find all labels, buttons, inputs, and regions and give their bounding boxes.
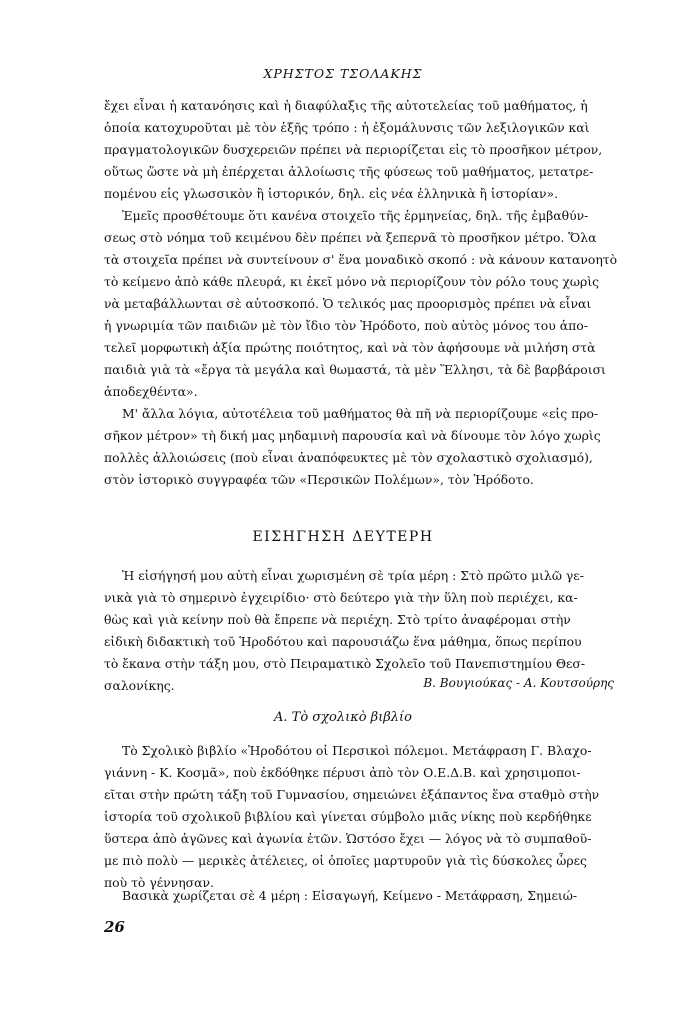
text-line: γιάννη - Κ. Κοσμᾶ», ποὺ ἐκδόθηκε πέρυσι ἀπὸ τὸν Ο.Ε.Δ.Β. καὶ χρησιμοποι- <box>104 765 581 780</box>
text-line: εἰδικὴ διδακτικὴ τοῦ Ἡροδότου καὶ παρουσιάζω ἕνα μάθημα, ὅπως περίπου <box>104 634 582 649</box>
text-line: νὰ μεταβάλλωνται σὲ αὐτοσκοπό. Ὁ τελικός μας προορισμὸς πρέπει νὰ εἶναι <box>104 296 592 311</box>
text-line: ἔχει εἶναι ἡ κατανόησις καὶ ἡ διαφύλαξις τῆς αὐτοτελείας τοῦ μαθήματος, ἡ <box>104 98 588 113</box>
paragraph-5 <box>104 740 652 894</box>
text-line: ὁποία κατοχυροῦται μὲ τὸν ἑξῆς τρόπο : ἡ ἐξομάλυνσις τῶν λεξιλογικῶν καὶ <box>104 120 590 135</box>
page-number: 26 <box>104 918 125 936</box>
text-line: νικὰ γιὰ τὸ σημερινὸ ἐγχειρίδιο· στὸ δεύτερο γιὰ τὴν ὕλη ποὺ περιέχει, κα- <box>104 590 578 605</box>
text-line: σεως στὸ νόημα τοῦ κειμένου δὲν πρέπει νὰ ξεπερνᾶ τὸ προσῆκον μέτρο. Ὅλα <box>104 230 597 245</box>
text-line: τὸ κείμενο ἀπὸ κάθε πλευρά, κι ἐκεῖ μόνο νὰ περιορίζουν τὸν ρόλο τους χωρὶς <box>104 274 600 289</box>
text-line: στὸν ἱστορικὸ συγγραφέα τῶν «Περσικῶν Πολέμων», τὸν Ἡρόδοτο. <box>104 472 534 487</box>
text-line: Ἐμεῖς προσθέτουμε ὅτι κανένα στοιχεῖο τῆς ἑρμηνείας, δηλ. τῆς ἐμβαθύν- <box>122 208 589 223</box>
signature: Β. Βουγιούκας - Α. Κουτσούρης <box>423 676 614 690</box>
text-line: ἱστορία τοῦ σχολικοῦ βιβλίου καὶ γίνεται σύμβολο μιᾶς νίκης ποὺ κερδήθηκε <box>104 809 592 824</box>
paragraph-3 <box>104 403 652 491</box>
text-line: τελεῖ μορφωτικὴ ἀξία πρώτης ποιότητος, καὶ νὰ τὸν ἀφήσουμε νὰ μιλήση στὰ <box>104 340 596 355</box>
running-head: ΧΡΗΣΤΟΣ ΤΣΟΛΑΚΗΣ <box>263 66 423 81</box>
text-line: σαλονίκης. <box>104 678 175 693</box>
paragraph-1 <box>104 95 652 205</box>
text-line: παιδιὰ γιὰ τὰ «ἔργα τὰ μεγάλα καὶ θωμαστά, τὰ μὲν Ἕλλησι, τὰ δὲ βαρβάροισι <box>104 362 606 377</box>
text-line: τὸ ἔκανα στὴν τάξη μου, στὸ Πειραματικὸ Σχολεῖο τοῦ Πανεπιστημίου Θεσ- <box>104 656 586 671</box>
text-line: ἡ γνωριμία τῶν παιδιῶν μὲ τὸν ἴδιο τὸν Ἡρόδοτο, ποὺ αὐτὸς μόνος του ἀπο- <box>104 318 588 333</box>
text-line: οὕτως ὥστε νὰ μὴ ἐπέρχεται ἀλλοίωσις τῆς φύσεως τοῦ μαθήματος, μετατρε- <box>104 164 594 179</box>
subsection-title: Α. Τὸ σχολικὸ βιβλίο <box>274 710 412 725</box>
section-title: ΕΙΣΗΓΗΣΗ ΔΕΥΤΕΡΗ <box>252 529 434 545</box>
text-line: τὰ στοιχεῖα πρέπει νὰ συντείνουν σ' ἕνα μοναδικὸ σκοπό : νὰ κάνουν κατανοητὸ <box>104 252 618 267</box>
text-line: σῆκον μέτρον» τὴ δική μας μηδαμινὴ παρουσία καὶ νὰ δίνουμε τὸν λόγο χωρὶς <box>104 428 601 443</box>
paragraph-2 <box>104 205 652 403</box>
text-line: πομένου εἰς γλωσσικὸν ἢ ἱστορικόν, δηλ. εἰς νέα ἑλληνικὰ ἢ ἱστορίαν». <box>104 186 559 201</box>
text-line: θὼς καὶ γιὰ κείνην ποὺ θὰ ἔπρεπε νὰ περιέχη. Στὸ τρίτο ἀναφέρομαι στὴν <box>104 612 571 627</box>
text-line: Βασικὰ χωρίζεται σὲ 4 μέρη : Εἰσαγωγή, Κείμενο - Μετάφραση, Σημειώ- <box>122 888 578 903</box>
text-line: πραγματολογικῶν δυσχερειῶν πρέπει νὰ περιορίζεται εἰς τὸ προσῆκον μέτρον, <box>104 142 603 157</box>
text-line: ὕστερα ἀπὸ ἀγῶνες καὶ ἀγωνία ἐτῶν. Ὡστόσο ἔχει — λόγος νὰ τὸ συμπαθοῦ- <box>104 831 592 846</box>
text-line: Ἡ εἰσήγησή μου αὐτὴ εἶναι χωρισμένη σὲ τρία μέρη : Στὸ πρῶτο μιλῶ γε- <box>122 568 584 583</box>
text-line: ποὺ τὸ γέννησαν. <box>104 875 214 890</box>
text-line: με πιὸ πολὺ — μερικὲς ἀτέλειες, οἱ ὁποῖες μαρτυροῦν γιὰ τὶς δύσκολες ὧρες <box>104 853 587 868</box>
paragraph-6 <box>104 885 652 907</box>
text-line: Τὸ Σχολικὸ βιβλίο «Ἡροδότου οἱ Περσικοὶ πόλεμοι. Μετάφραση Γ. Βλαχο- <box>122 743 592 758</box>
text-line: πολλὲς ἀλλοιώσεις (ποὺ εἶναι ἀναπόφευκτες μὲ τὸν σχολαστικὸ σχολιασμό), <box>104 450 593 465</box>
paragraph-4 <box>104 565 652 697</box>
text-line: εῖται στὴν πρώτη τάξη τοῦ Γυμνασίου, σημειώνει ἐξάπαντος ἕνα σταθμὸ στὴν <box>104 787 600 802</box>
text-line: Μ' ἄλλα λόγια, αὐτοτέλεια τοῦ μαθήματος θὰ πῆ νὰ περιορίζουμε «εἰς προ- <box>122 406 599 421</box>
text-line: ἀποδεχθέντα». <box>104 384 198 399</box>
